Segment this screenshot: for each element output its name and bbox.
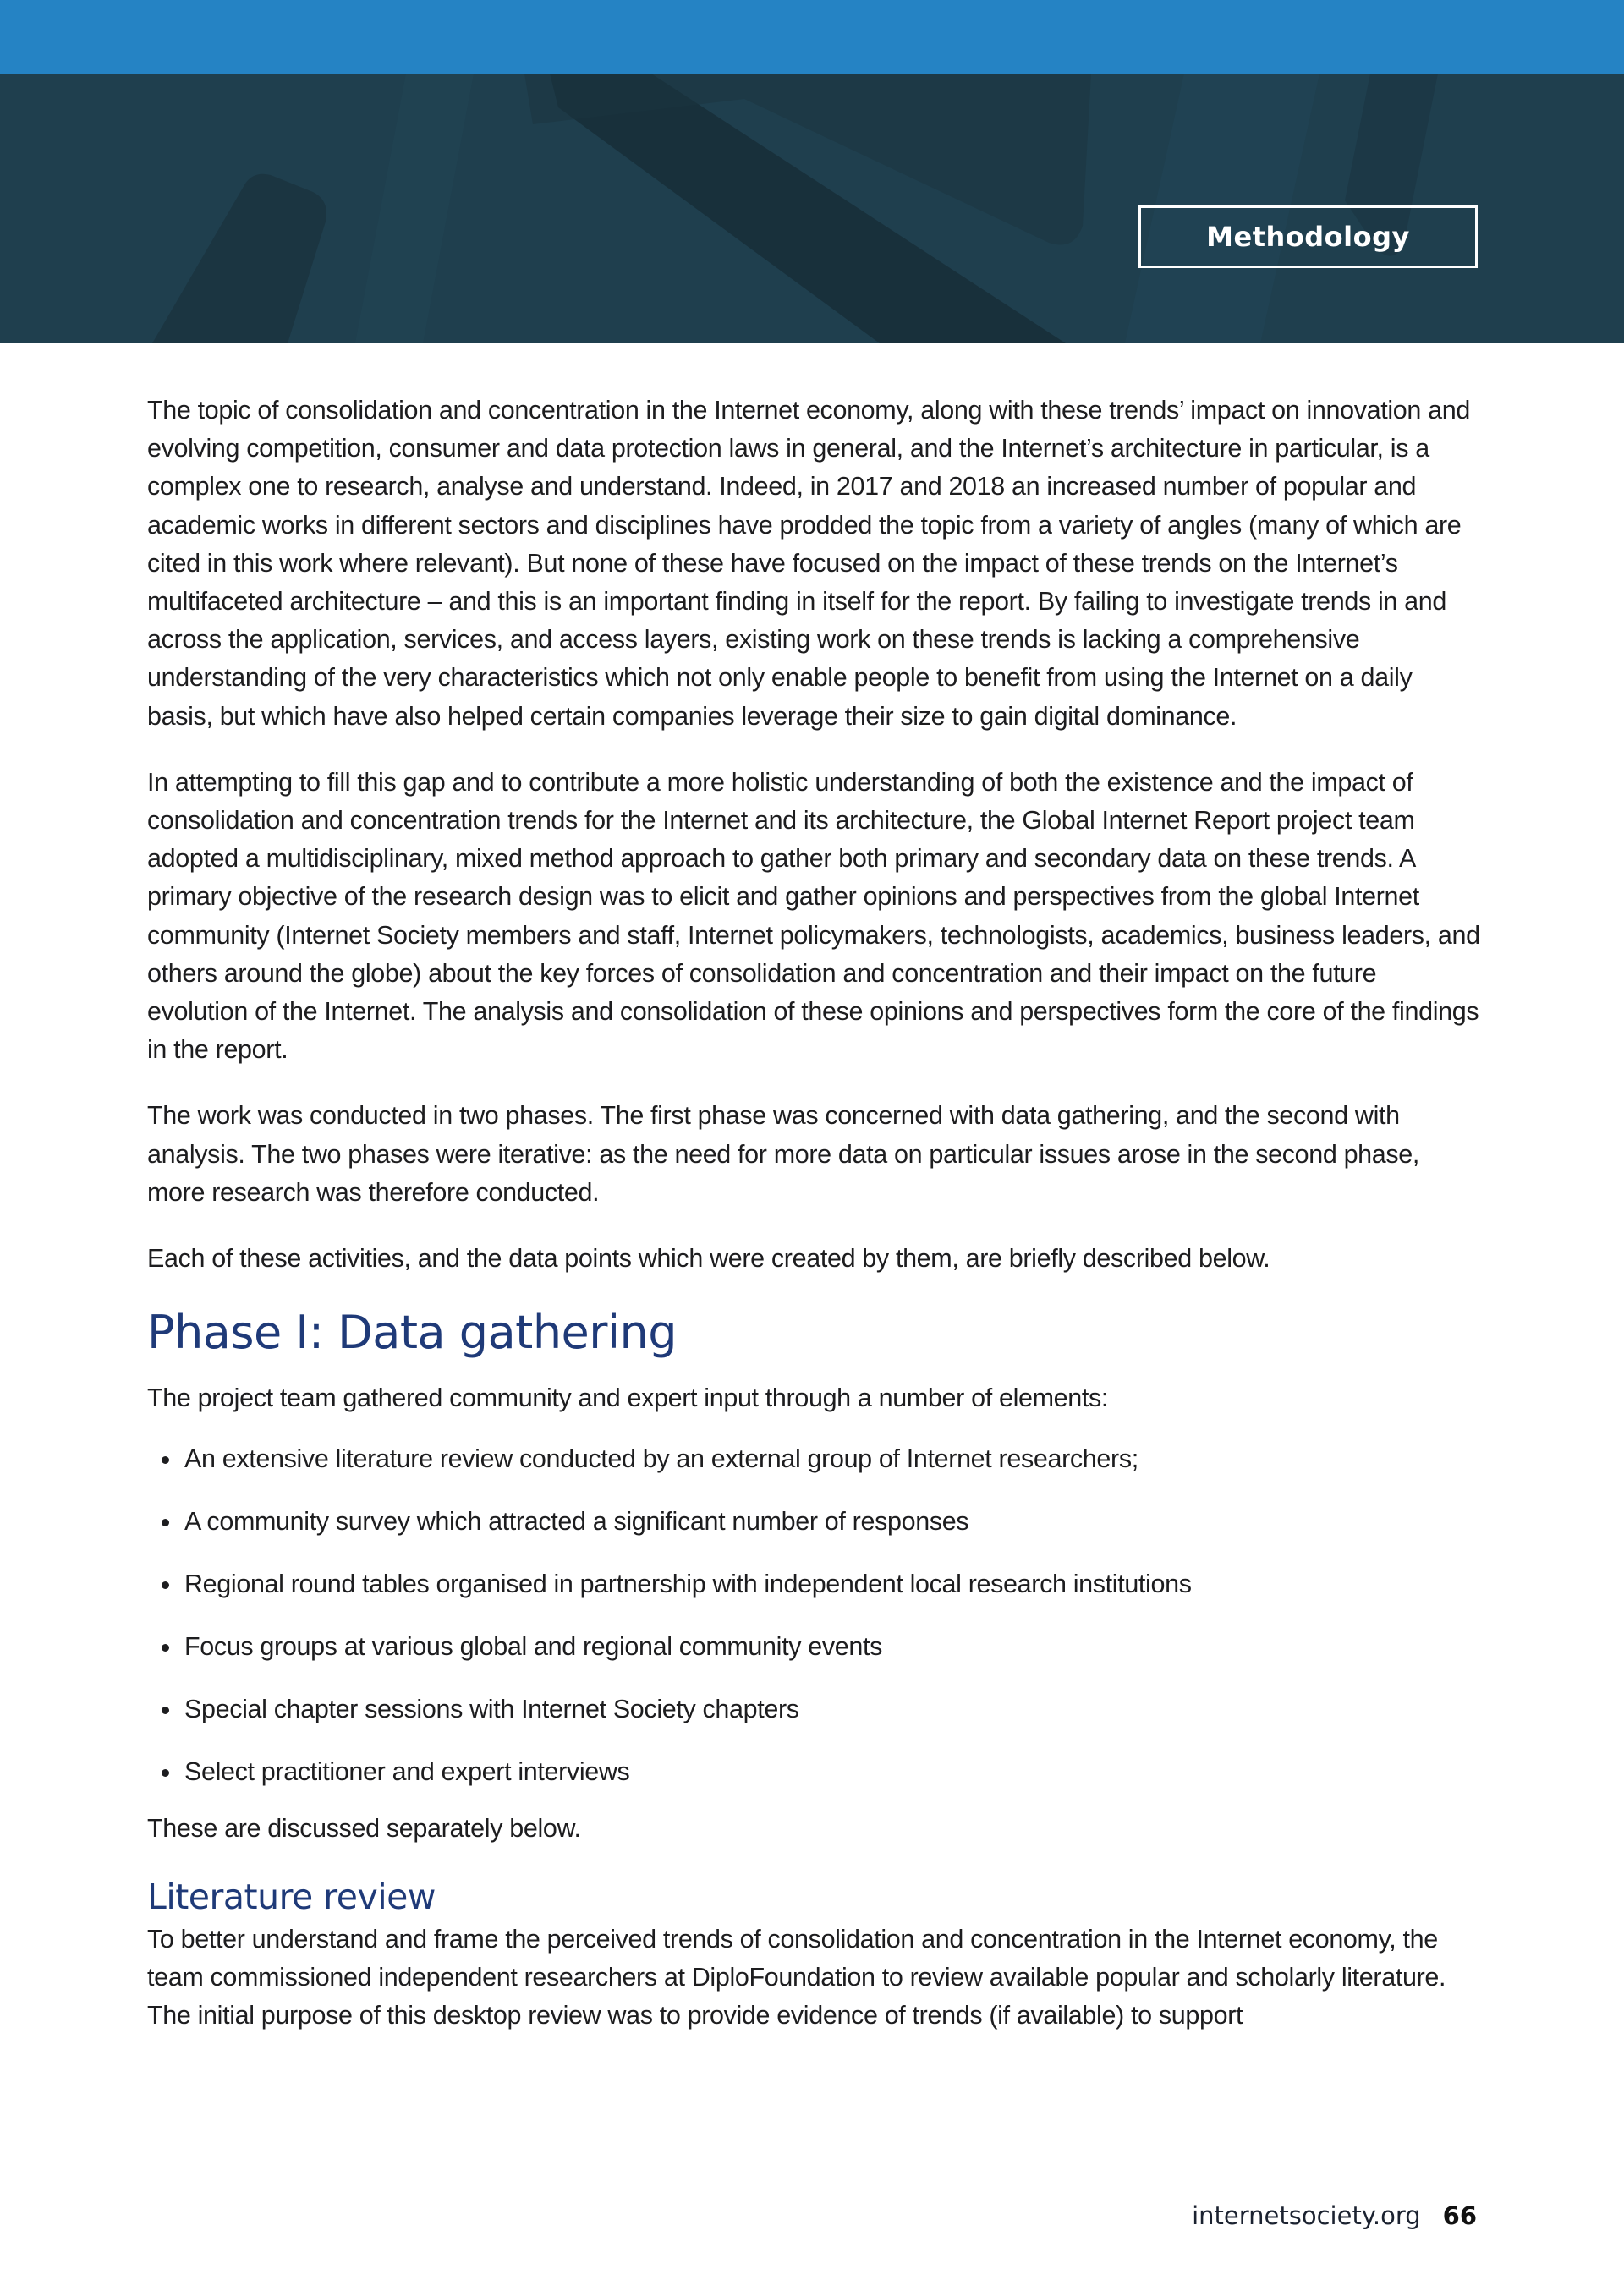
literature-review-paragraph: To better understand and frame the perceived trends of consolidation and concentration in the Internet economy, the team commissioned independent researchers at DiploFoundation to review available popular and scholarly literature. The initial purpose of this desktop review was to provide evidence of trends (if available) to support — [147, 1924, 1446, 2030]
data-gathering-list — [147, 1440, 1484, 1791]
section-tag-methodology: Methodology — [1138, 205, 1478, 268]
intro-paragraph-3: The work was conducted in two phases. The first phase was concerned with data gathering, and the second with analysis. The two phases were iterative: as the need for more data on particular issues arose in the second phase, more research was therefore conducted. — [147, 1101, 1420, 1207]
list-item: An extensive literature review conducted by an external group of Internet researchers; — [147, 1440, 1484, 1478]
intro-paragraph-4: Each of these activities, and the data points which were created by them, are briefly described below. — [147, 1244, 1270, 1274]
phase-1-after: These are discussed separately below. — [147, 1814, 581, 1844]
literature-review-heading: Literature review — [147, 1876, 436, 1917]
list-item: Focus groups at various global and regional community events — [147, 1628, 1484, 1666]
bullet-icon — [162, 1707, 169, 1714]
intro-paragraph-2: In attempting to fill this gap and to contribute a more holistic understanding of both the existence and the impact of consolidation and concentration trends for the Internet and its architecture, the Global Internet Report project team adopted a multidisciplinary, mixed method approach to gather both primary and secondary data on these trends. A primary objective of the research design was to elicit and gather opinions and perspectives from the global Internet community (Internet Society members and staff, Internet policymakers, technologists, academics, business leaders, and others around the globe) about the key forces of consolidation and concentration and their impact on the future evolution of the Internet. The analysis and consolidation of these opinions and perspectives form the core of the findings in the report. — [147, 767, 1480, 1065]
bullet-icon — [162, 1581, 169, 1589]
page-content — [147, 392, 1484, 2035]
list-item: A community survey which attracted a significant number of responses — [147, 1503, 1484, 1541]
footer-site-link[interactable]: internetsociety.org — [1192, 2201, 1421, 2230]
bullet-icon — [162, 1769, 169, 1777]
bullet-icon — [162, 1644, 169, 1652]
page-number: 66 — [1442, 2201, 1477, 2230]
intro-paragraph-1: The topic of consolidation and concentration in the Internet economy, along with these trends’ impact on innovation and evolving competition, consumer and data protection laws in general, and the Internet’s architecture in particular, is a complex one to research, analyse and understand. Indeed, in 2017 and 2018 an increased number of popular and academic works in different sectors and disciplines have prodded the topic from a variety of angles (many of which are cited in this work where relevant). But none of these have focused on the impact of these trends on the Internet’s multifaceted architecture – and this is an important finding in itself for the report. By failing to investigate trends in and across the application, services, and access layers, existing work on these trends is lacking a comprehensive understanding of the very characteristics which not only enable people to benefit from using the Internet on a daily basis, but which have also helped certain companies leverage their size to gain digital dominance. — [147, 396, 1470, 731]
bullet-icon — [162, 1519, 169, 1526]
top-accent-bar — [0, 0, 1624, 74]
list-item: Regional round tables organised in partnership with independent local research institutions — [147, 1565, 1484, 1603]
phase-1-heading: Phase I: Data gathering — [147, 1306, 677, 1360]
phase-1-lead: The project team gathered community and expert input through a number of elements: — [147, 1384, 1109, 1413]
header-banner — [0, 74, 1624, 343]
page-footer — [1192, 2201, 1477, 2230]
list-item: Select practitioner and expert interviews — [147, 1753, 1484, 1791]
list-item: Special chapter sessions with Internet Society chapters — [147, 1690, 1484, 1729]
bullet-icon — [162, 1456, 169, 1464]
